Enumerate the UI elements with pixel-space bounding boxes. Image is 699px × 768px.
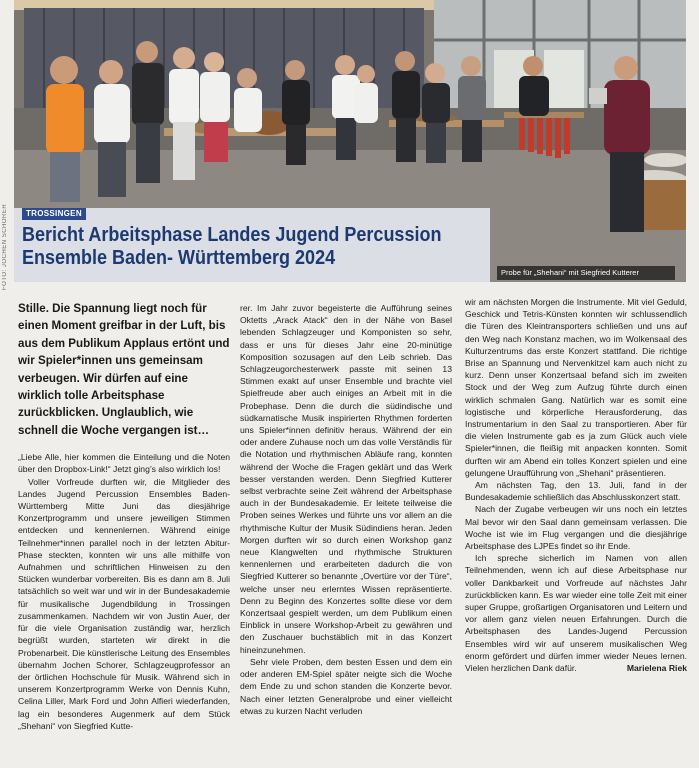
- headline-line-2: Ensemble Baden- Württemberg 2024: [22, 247, 336, 269]
- article-column-3: [465, 296, 687, 674]
- headline-line-1: Bericht Arbeitsphase Landes Jugend Percussion: [22, 224, 442, 246]
- paragraph: rer. Im Jahr zuvor begeisterte die Aufführung seines Oktetts „Arack Atack“ den in der Nähe von Basel lebenden Schlagzeuger und Komponisten so sehr, dass er uns für dieses Jahr eine 20-minütige Komposition sozusagen auf den Leib schrieb. Das Schlagzeugorchesterwerk passte mit seinen 13 Stimmen exakt auf unser Ensemble und brachte viel Spielfreude aber auch einiges an Arbeit mit in die Probephase. Denn die durch die südindische und südkarnatische Musik inspirierten Rhythmen forderten uns Spieler*innen definitiv heraus. Während der ein oder andere Zuhause noch um das volle Verständis für die Notation und rhythmischen Abläufe rang, konnten während der Woche die Fragen geklärt und das Werk besser verstanden werden. Denn Siegfried Kutterer selbst verbrachte seine Zeit während der Arbeitsphase auch in der Bundesakademie. Er leitete teilweise die Proben seines Werkes und führte uns vor allem an die rhythmische Kultur der Musik Südindiens heran. Jeden Morgen durften wir so durch einen Workshop ganz neue Klangwelten und rhythmische Strukturen kennenlernen und erarbeiteten dadurch die von Siegfried Kutterer so benannte „Overtüre vor der Türe“, welche unser neu erlerntes Wissen repräsentierte. Denn zu Beginn des Konzertes sollte diese vor dem Konzertsaal gespielt werden, um dem Publikum einen Einblick in unsere Workshop-Arbeit zu gewähren und den Zuschauer buchstäblich mit in das Konzert hineinzunehmen.: [240, 303, 452, 655]
- location-tag: TROSSINGEN: [22, 208, 86, 220]
- article-column-1: [18, 300, 230, 732]
- paragraph: [465, 552, 687, 674]
- photo-credit: FOTO: JOCHEN SCHORER: [2, 203, 8, 290]
- paragraph: Nach der Zugabe verbeugen wir uns noch ein letztes Mal bevor wir den Saal dann gemeinsam verlassen. Die Woche ist wie im Flug vergangen und die diesjährige Arbeitsphase des LJPEs findet so ihr Ende.: [465, 504, 687, 552]
- photo-caption: Probe für „Shehani“ mit Siegfried Kutterer: [497, 266, 675, 280]
- article-lead: Stille. Die Spannung liegt noch für einen Moment greifbar in der Luft, bis aus dem Publikum Applaus ertönt und wir Spieler*innen uns gemeinsam verbeugen. Wir dürfen auf eine wirklich tolle Arbeitsphase zurückblicken. Unglaublich, wie schnell die Woche vergangen ist…: [18, 302, 230, 437]
- paragraph: Sehr viele Proben, dem besten Essen und dem ein oder anderen EM-Spiel später neigte sich die Woche dem Ende zu und schon standen die Konzerte bevor. Nach einer letzten Generalprobe und einer vielleicht etwas zu kurzen Nacht verluden: [240, 656, 452, 716]
- paragraph: wir am nächsten Morgen die Instrumente. Mit viel Geduld, Geschick und Tetris-Künsten konnten wir schlussendlich die Türen des Kleintransporters schließen und uns auf den Weg nach Konstanz machen, wo im Wolkensaal des Kulturzentrums das erste Konzert stattfand. Die richtige Brise an Spannung und Nervenkitzel kam auch nicht zu kurz. Denn unser Konzertsaal befand sich im zweiten Stock und der Weg zum Aufzug führte durch einen wirklich schmalen Gang. Natürlich war es somit eine logistische und körperliche Herausforderung, das Instrumentarium in den Saal zu transportieren. Aber für die vielen Instrumente gab es ja zum Glück auch viele Spieler*innen, die fleißig mit anpacken konnten. Somit durften wir am Abend ein tolles Konzert spielen und eine gelungene Uraufführung von „Shehani“ präsentieren.: [465, 297, 687, 478]
- paragraph: Voller Vorfreude durften wir, die Mitglieder des Landes Jugend Percussion Ensembles Baden-Württemberg Mitte Juni das diesjährige Konzertprogramm und unsere jeweiligen Stimmen entdecken und kennenlernen. Während einige Teilnehmer*innen parallel noch in der letzten Abitur-Phase steckten, konnten wir uns alle mithilfe von Aufnahmen und schriftlichen Hinweisen zu den Stücken wunderbar vorbereiten. Bis es dann am 8. Juli tatsächlich so weit war und wir in der Bundesakademie für musikalische Jugendbildung in Trossingen zusammenkamen. Nachdem wir von Justin Auer, der für die viele Organisation zuständig war, herzlich begrüßt wurden, starteten wir direkt in die Probenarbeit. Die künstlerische Leitung des Ensembles übernahm Jochen Schorer, Schlagzeugprofessor an der örtlichen Hochschule für Musik. Während sich in unserem Konzertprogramm Werke von Dennis Kuhn, Celina Liller, Mark Ford und John Alfieri wiederfanden, lag ein besonderes Augenmerk auf dem Stück „Shehani“ von Siegfried Kutte-: [18, 476, 230, 731]
- article-column-2: [240, 302, 452, 717]
- paragraph: „Liebe Alle, hier kommen die Einteilung und die Noten über den Dropbox-Link!“ Jetzt ging’s also wirklich los!: [18, 452, 230, 475]
- closing-text: Ich spreche sicherlich im Namen von allen Teilnehmenden, wenn ich auf diese Arbeitsphase nur voller Dankbarkeit und Vorfreude auf nächstes Jahr zurückblicken kann. Es war wieder eine tolle Zeit mit einer super Gruppe, großartigen Organisatoren und Leitern und vor allem ganz vielen neuen Erfahrungen. Durch die Arbeitsphasen des Landes-Jugend Percussion Ensembles wird wir auf unserem musikalischen Weg enorm gefördert und dürfen immer wieder Neues lernen. Vielen herzlichen Dank dafür.: [465, 553, 687, 674]
- author-name: Marielena Riek: [626, 663, 687, 674]
- paragraph: Am nächsten Tag, den 13. Juli, fand in der Bundesakademie schließlich das Abschlusskonzert statt.: [465, 480, 687, 503]
- article-headline: [22, 224, 441, 270]
